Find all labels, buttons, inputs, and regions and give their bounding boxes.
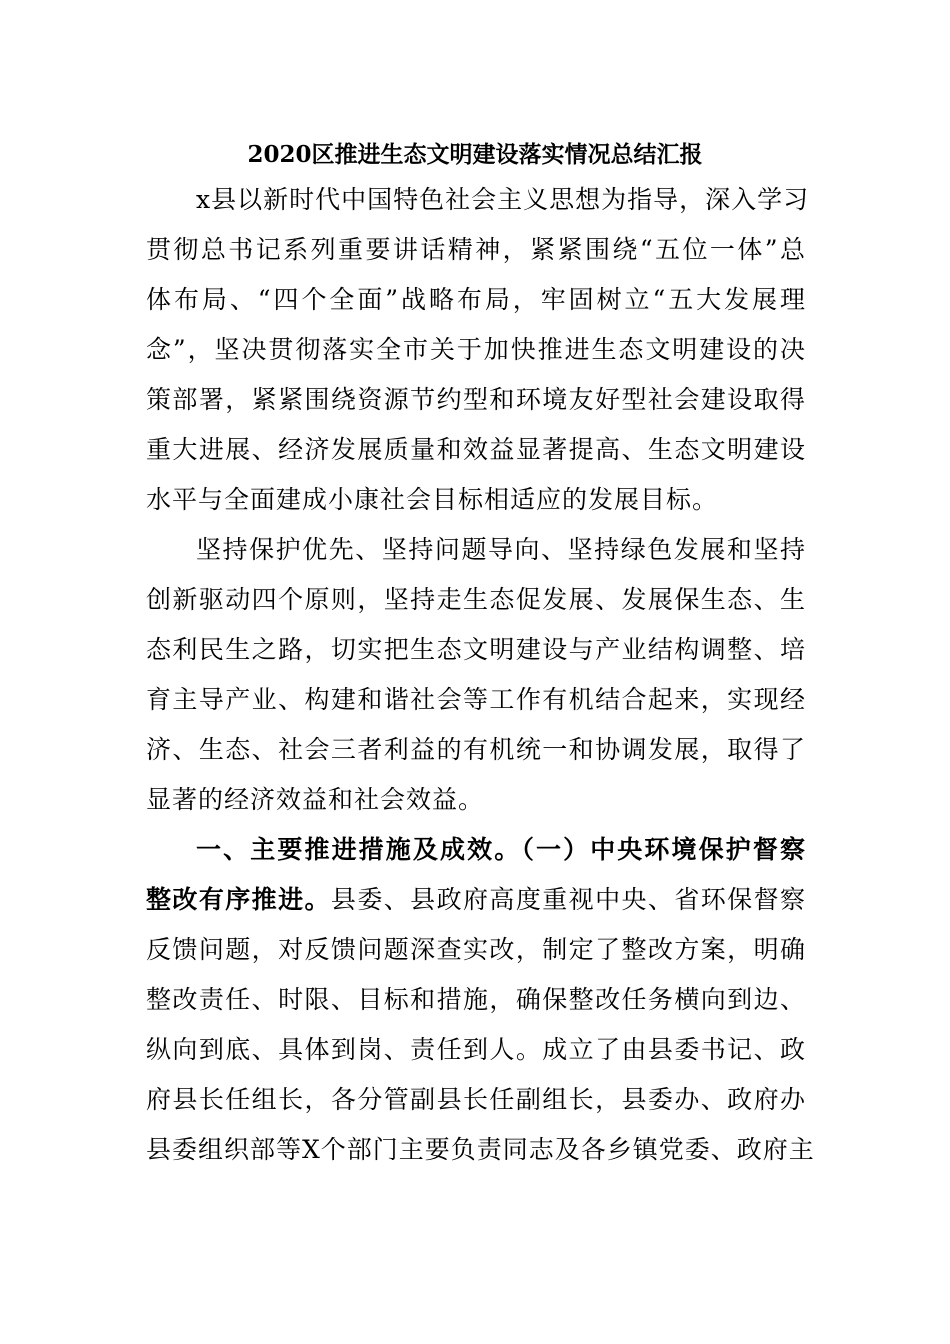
text-line: 反馈问题，对反馈问题深查实改，制定了整改方案，明确 — [146, 935, 806, 964]
text-line: 府县长任组长，各分管副县长任副组长，县委办、政府办 — [146, 1085, 806, 1114]
text-line — [146, 875, 806, 925]
text-run: 县委、县政府高度重视中央、省环保督察 — [330, 885, 806, 914]
text-line: 体布局、“四个全面”战略布局，牢固树立“五大发展理 — [146, 285, 806, 314]
text-line: 重大进展、经济发展质量和效益显著提高、生态文明建设 — [146, 435, 806, 464]
text-line: 显著的经济效益和社会效益。 — [146, 785, 485, 814]
text-line: 念”，坚决贯彻落实全市关于加快推进生态文明建设的决 — [146, 335, 806, 364]
subsection-heading: 整改有序推进。 — [146, 885, 331, 914]
document-title: 2020区推进生态文明建设落实情况总结汇报 — [247, 141, 703, 168]
text-line: 策部署，紧紧围绕资源节约型和环境友好型社会建设取得 — [146, 385, 806, 414]
text-line: 整改责任、时限、目标和措施，确保整改任务横向到边、 — [146, 985, 806, 1014]
text-line: 纵向到底、具体到岗、责任到人。成立了由县委书记、政 — [146, 1035, 806, 1064]
text-line: 贯彻总书记系列重要讲话精神，紧紧围绕“五位一体”总 — [146, 235, 806, 264]
text-line: 县委组织部等X个部门主要负责同志及各乡镇党委、政府主 — [146, 1135, 815, 1164]
text-line: 济、生态、社会三者利益的有机统一和协调发展，取得了 — [146, 735, 806, 764]
text-line: 坚持保护优先、坚持问题导向、坚持绿色发展和坚持 — [196, 535, 806, 564]
paragraph-2 — [146, 525, 806, 825]
section-heading: 一、主要推进措施及成效。（一）中央环境保护督察 — [196, 835, 806, 864]
text-line: x县以新时代中国特色社会主义思想为指导，深入学习 — [196, 185, 810, 214]
text-line: 态利民生之路，切实把生态文明建设与产业结构调整、培 — [146, 635, 806, 664]
paragraph-1 — [146, 175, 810, 525]
text-line: 创新驱动四个原则，坚持走生态促发展、发展保生态、生 — [146, 585, 806, 614]
text-line: 育主导产业、构建和谐社会等工作有机结合起来，实现经 — [146, 685, 806, 714]
text-line: 水平与全面建成小康社会目标相适应的发展目标。 — [146, 485, 719, 514]
paragraph-3 — [146, 825, 815, 1175]
